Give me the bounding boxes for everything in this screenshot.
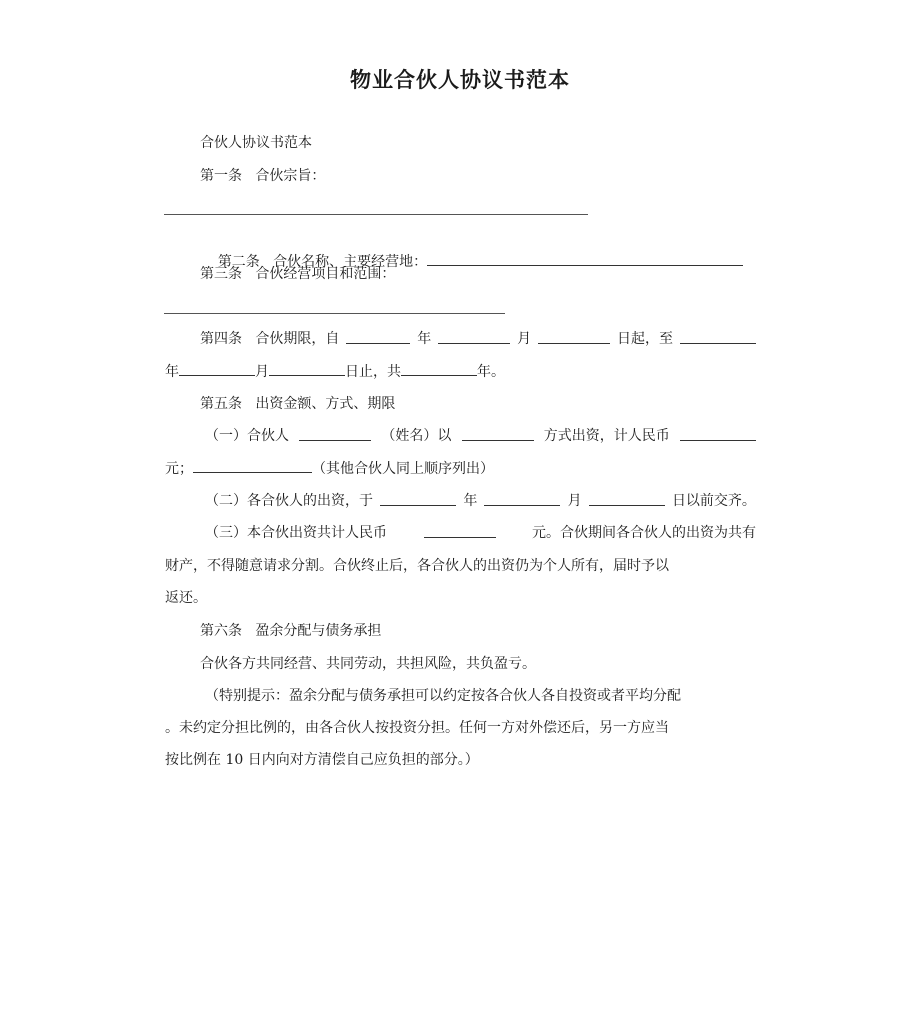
item-1-text: （一）合伙人	[205, 428, 289, 444]
blank	[680, 329, 756, 344]
blank	[680, 426, 756, 441]
article-2-text: 第二条 合伙名称、主要经营地：	[217, 254, 428, 270]
blank	[424, 523, 496, 538]
article-5-item-3-line-1	[165, 523, 756, 543]
month-label: 月	[255, 364, 269, 380]
article-6-note-line-3: 按比例在 10 日内向对方清偿自己应负担的部分。）	[165, 752, 479, 768]
article-4-text: 第四条 合伙期限，自	[200, 331, 340, 347]
item-2-text: （二）各合伙人的出资，于	[205, 493, 373, 509]
item-1-text: 方式出资，计人民币	[543, 428, 670, 444]
blank	[401, 361, 477, 376]
year-label: 年	[165, 364, 179, 380]
article-6-note-line-1: （特别提示：盈余分配与债务承担可以约定按各合伙人各自投资或者平均分配	[205, 688, 681, 704]
year-label: 年	[417, 331, 432, 347]
article-5-heading: 第五条 出资金额、方式、期限	[200, 396, 396, 412]
article-6-note-line-2: 。未约定分担比例的，由各合伙人按投资分担。任何一方对外偿还后，另一方应当	[165, 720, 669, 736]
blank	[538, 329, 610, 344]
day-to-label: 日止，共	[345, 364, 401, 380]
year-end-label: 年。	[477, 364, 505, 380]
item-3-text: 元。合伙期间各合伙人的出资为共有	[532, 525, 756, 541]
article-5-item-3-line-2: 财产，不得随意请求分割。合伙终止后，各合伙人的出资仍为个人所有，届时予以	[165, 558, 669, 574]
day-from-label: 日起，至	[616, 331, 673, 347]
article-1-blank-line	[164, 214, 588, 215]
article-4-line-1	[165, 329, 756, 349]
blank	[589, 491, 665, 506]
article-5-item-1-line-2	[165, 458, 756, 479]
item-3-text: （三）本合伙出资共计人民币	[205, 525, 387, 541]
doc-subtitle: 合伙人协议书范本	[200, 135, 312, 151]
article-3-blank-line	[164, 313, 505, 314]
blank	[462, 426, 534, 441]
article-5-item-1-line-1	[165, 426, 756, 446]
article-5-item-3-line-3: 返还。	[165, 590, 207, 606]
blank	[438, 329, 510, 344]
blank	[269, 361, 345, 376]
blank	[484, 491, 560, 506]
item-1-text: 元；	[165, 461, 193, 477]
article-3: 第三条 合伙经营项目和范围：	[200, 266, 396, 282]
blank	[380, 491, 456, 506]
year-label: 年	[463, 493, 478, 509]
article-5-item-2	[165, 491, 756, 511]
month-label: 月	[567, 493, 582, 509]
article-1: 第一条 合伙宗旨：	[200, 168, 326, 184]
item-2-text: 日以前交齐。	[671, 493, 756, 509]
item-1-note: （其他合伙人同上顺序列出）	[312, 461, 494, 477]
article-6-heading: 第六条 盈余分配与债务承担	[200, 623, 382, 639]
blank	[179, 361, 255, 376]
month-label: 月	[517, 331, 532, 347]
article-6-body: 合伙各方共同经营、共同劳动，共担风险，共负盈亏。	[200, 656, 536, 672]
item-1-text: （姓名）以	[381, 428, 452, 444]
blank	[193, 458, 312, 473]
blank	[299, 426, 371, 441]
document-title: 物业合伙人协议书范本	[350, 68, 570, 92]
blank	[346, 329, 410, 344]
article-4-line-2	[165, 361, 756, 382]
